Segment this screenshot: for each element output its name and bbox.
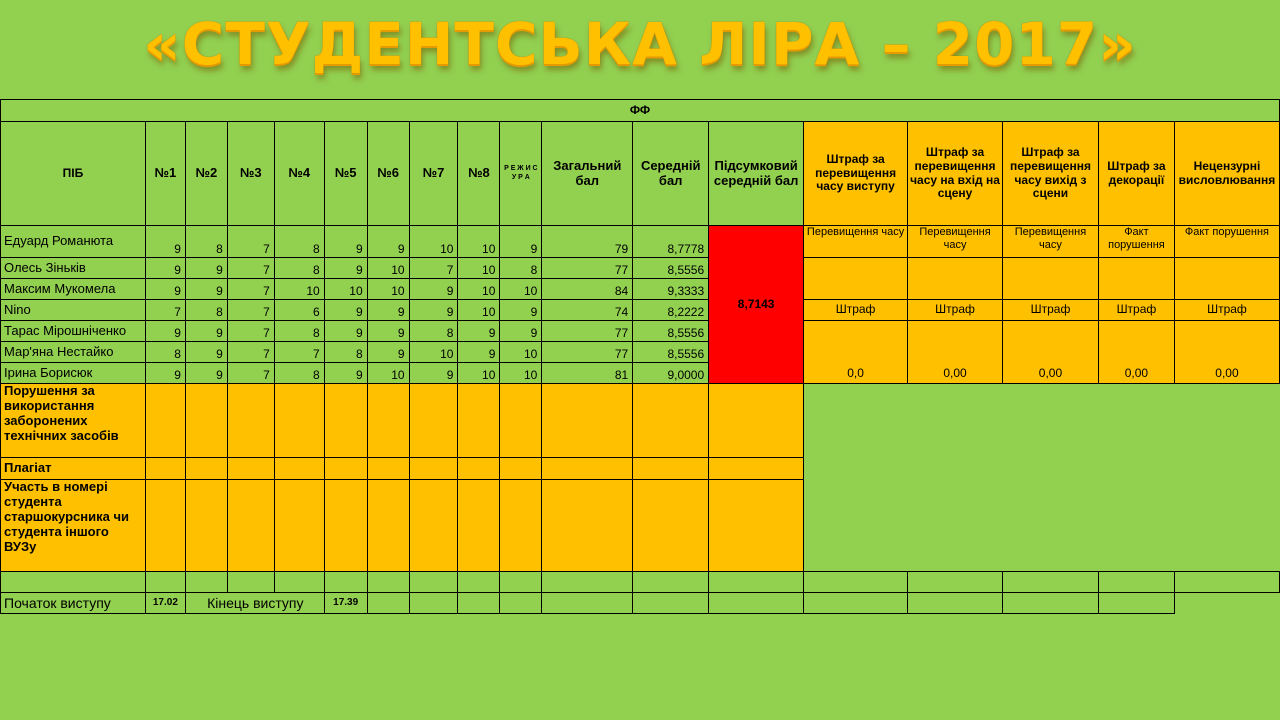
header-penalty-time: Штраф за перевищення часу виступу — [804, 122, 908, 226]
score-cell: 9 — [409, 279, 458, 300]
score-cell: 8 — [324, 342, 367, 363]
score-cell: 10 — [367, 258, 409, 279]
score-cell: 10 — [458, 279, 500, 300]
score-cell: 7 — [227, 321, 274, 342]
header-final-average: Підсумковий середній бал — [709, 122, 804, 226]
penalty-word: Штраф — [804, 300, 908, 321]
directing-cell: 10 — [500, 363, 542, 384]
score-cell: 9 — [324, 258, 367, 279]
average-cell: 8,2222 — [633, 300, 709, 321]
header-judge-1: №1 — [145, 122, 185, 226]
score-cell: 9 — [324, 363, 367, 384]
total-cell: 77 — [542, 258, 633, 279]
participant-name: Ірина Борисюк — [1, 363, 146, 384]
score-cell: 7 — [227, 363, 274, 384]
participant-name: Едуард Романюта — [1, 226, 146, 258]
average-cell: 9,0000 — [633, 363, 709, 384]
header-name: ПІБ — [1, 122, 146, 226]
participant-name: Олесь Зіньків — [1, 258, 146, 279]
results-table — [0, 99, 1280, 614]
header-judge-2: №2 — [185, 122, 227, 226]
score-cell: 10 — [274, 279, 324, 300]
penalty-empty — [804, 258, 908, 300]
penalty-empty — [1003, 258, 1099, 300]
score-cell: 8 — [274, 363, 324, 384]
score-cell: 8 — [274, 258, 324, 279]
score-cell: 10 — [324, 279, 367, 300]
average-cell: 9,3333 — [633, 279, 709, 300]
score-cell: 10 — [458, 300, 500, 321]
score-cell: 9 — [409, 300, 458, 321]
score-cell: 9 — [324, 321, 367, 342]
total-cell: 79 — [542, 226, 633, 258]
score-cell: 8 — [145, 342, 185, 363]
score-cell: 7 — [227, 258, 274, 279]
header-directing: Р Е Ж И С У Р А — [500, 122, 542, 226]
score-cell: 9 — [145, 258, 185, 279]
score-cell: 9 — [458, 342, 500, 363]
score-cell: 9 — [324, 226, 367, 258]
start-time-value: 17.02 — [145, 593, 185, 614]
start-time-label: Початок виступу — [1, 593, 146, 614]
penalty-empty — [908, 258, 1003, 300]
penalty-label-obscene: Факт порушення — [1174, 226, 1279, 258]
score-cell: 10 — [458, 226, 500, 258]
total-cell: 77 — [542, 321, 633, 342]
score-cell: 8 — [185, 226, 227, 258]
score-cell: 9 — [185, 342, 227, 363]
violation-tech-label: Порушення за використання заборонених технічних засобів — [1, 384, 146, 458]
header-judge-5: №5 — [324, 122, 367, 226]
end-time-value: 17.39 — [324, 593, 367, 614]
penalty-value-time: 0,0 — [804, 321, 908, 384]
score-cell: 10 — [367, 279, 409, 300]
score-cell: 7 — [145, 300, 185, 321]
penalty-value-decor: 0,00 — [1098, 321, 1174, 384]
score-cell: 9 — [145, 279, 185, 300]
score-cell: 7 — [227, 300, 274, 321]
score-cell: 7 — [227, 342, 274, 363]
penalty-value-obscene: 0,00 — [1174, 321, 1279, 384]
end-time-label: Кінець виступу — [185, 593, 324, 614]
score-cell: 10 — [458, 258, 500, 279]
score-cell: 9 — [185, 363, 227, 384]
score-cell: 9 — [145, 363, 185, 384]
score-cell: 10 — [458, 363, 500, 384]
header-penalty-decor: Штраф за декорації — [1098, 122, 1174, 226]
score-cell: 10 — [409, 342, 458, 363]
directing-cell: 9 — [500, 300, 542, 321]
total-cell: 81 — [542, 363, 633, 384]
score-cell: 7 — [227, 226, 274, 258]
score-cell: 9 — [367, 342, 409, 363]
header-judge-8: №8 — [458, 122, 500, 226]
score-cell: 9 — [367, 226, 409, 258]
penalty-value-exit: 0,00 — [1003, 321, 1099, 384]
penalty-word: Штраф — [1098, 300, 1174, 321]
average-cell: 8,5556 — [633, 321, 709, 342]
total-cell: 74 — [542, 300, 633, 321]
final-average-value: 8,7143 — [709, 226, 804, 384]
header-judge-3: №3 — [227, 122, 274, 226]
header-judge-4: №4 — [274, 122, 324, 226]
header-obscene: Нецензурні висловлювання — [1174, 122, 1279, 226]
penalty-value-entry: 0,00 — [908, 321, 1003, 384]
directing-cell: 8 — [500, 258, 542, 279]
header-judge-7: №7 — [409, 122, 458, 226]
penalty-label-exit: Перевищення часу — [1003, 226, 1099, 258]
participant-name: Максим Мукомела — [1, 279, 146, 300]
score-cell: 7 — [227, 279, 274, 300]
score-cell: 8 — [274, 226, 324, 258]
average-cell: 8,7778 — [633, 226, 709, 258]
total-cell: 77 — [542, 342, 633, 363]
score-cell: 9 — [409, 363, 458, 384]
score-cell: 8 — [274, 321, 324, 342]
score-cell: 9 — [185, 321, 227, 342]
penalty-empty — [1098, 258, 1174, 300]
average-cell: 8,5556 — [633, 258, 709, 279]
score-cell: 9 — [145, 321, 185, 342]
directing-cell: 9 — [500, 321, 542, 342]
average-cell: 8,5556 — [633, 342, 709, 363]
score-cell: 8 — [409, 321, 458, 342]
participant-name: Тарас Мірошніченко — [1, 321, 146, 342]
penalty-empty — [1174, 258, 1279, 300]
score-cell: 10 — [367, 363, 409, 384]
total-cell: 84 — [542, 279, 633, 300]
participant-name: Мар'яна Нестайко — [1, 342, 146, 363]
directing-cell: 9 — [500, 226, 542, 258]
header-total: Загальний бал — [542, 122, 633, 226]
score-cell: 7 — [274, 342, 324, 363]
faculty-header: ФФ — [1, 100, 1280, 122]
penalty-word: Штраф — [908, 300, 1003, 321]
score-cell: 7 — [409, 258, 458, 279]
header-penalty-entry: Штраф за перевищення часу на вхід на сцену — [908, 122, 1003, 226]
score-cell: 9 — [185, 258, 227, 279]
page-title: «СТУДЕНТСЬКА ЛІРА – 2017» — [143, 10, 1137, 78]
penalty-label-decor: Факт порушення — [1098, 226, 1174, 258]
score-cell: 9 — [458, 321, 500, 342]
directing-cell: 10 — [500, 279, 542, 300]
score-cell: 9 — [185, 279, 227, 300]
score-cell: 9 — [145, 226, 185, 258]
score-cell: 9 — [367, 300, 409, 321]
directing-cell: 10 — [500, 342, 542, 363]
header-penalty-exit: Штраф за перевищення часу вихід з сцени — [1003, 122, 1099, 226]
penalty-label-time: Перевищення часу — [804, 226, 908, 258]
score-cell: 9 — [324, 300, 367, 321]
header-judge-6: №6 — [367, 122, 409, 226]
participant-name: Nino — [1, 300, 146, 321]
header-average: Середній бал — [633, 122, 709, 226]
violation-senior-label: Участь в номері студента старшокурсника чи студента іншого ВУЗу — [1, 480, 146, 572]
score-cell: 8 — [185, 300, 227, 321]
violation-plagiarism-label: Плагіат — [1, 458, 146, 480]
penalty-word: Штраф — [1174, 300, 1279, 321]
score-cell: 10 — [409, 226, 458, 258]
penalty-word: Штраф — [1003, 300, 1099, 321]
score-cell: 6 — [274, 300, 324, 321]
score-cell: 9 — [367, 321, 409, 342]
penalty-label-entry: Перевищення часу — [908, 226, 1003, 258]
